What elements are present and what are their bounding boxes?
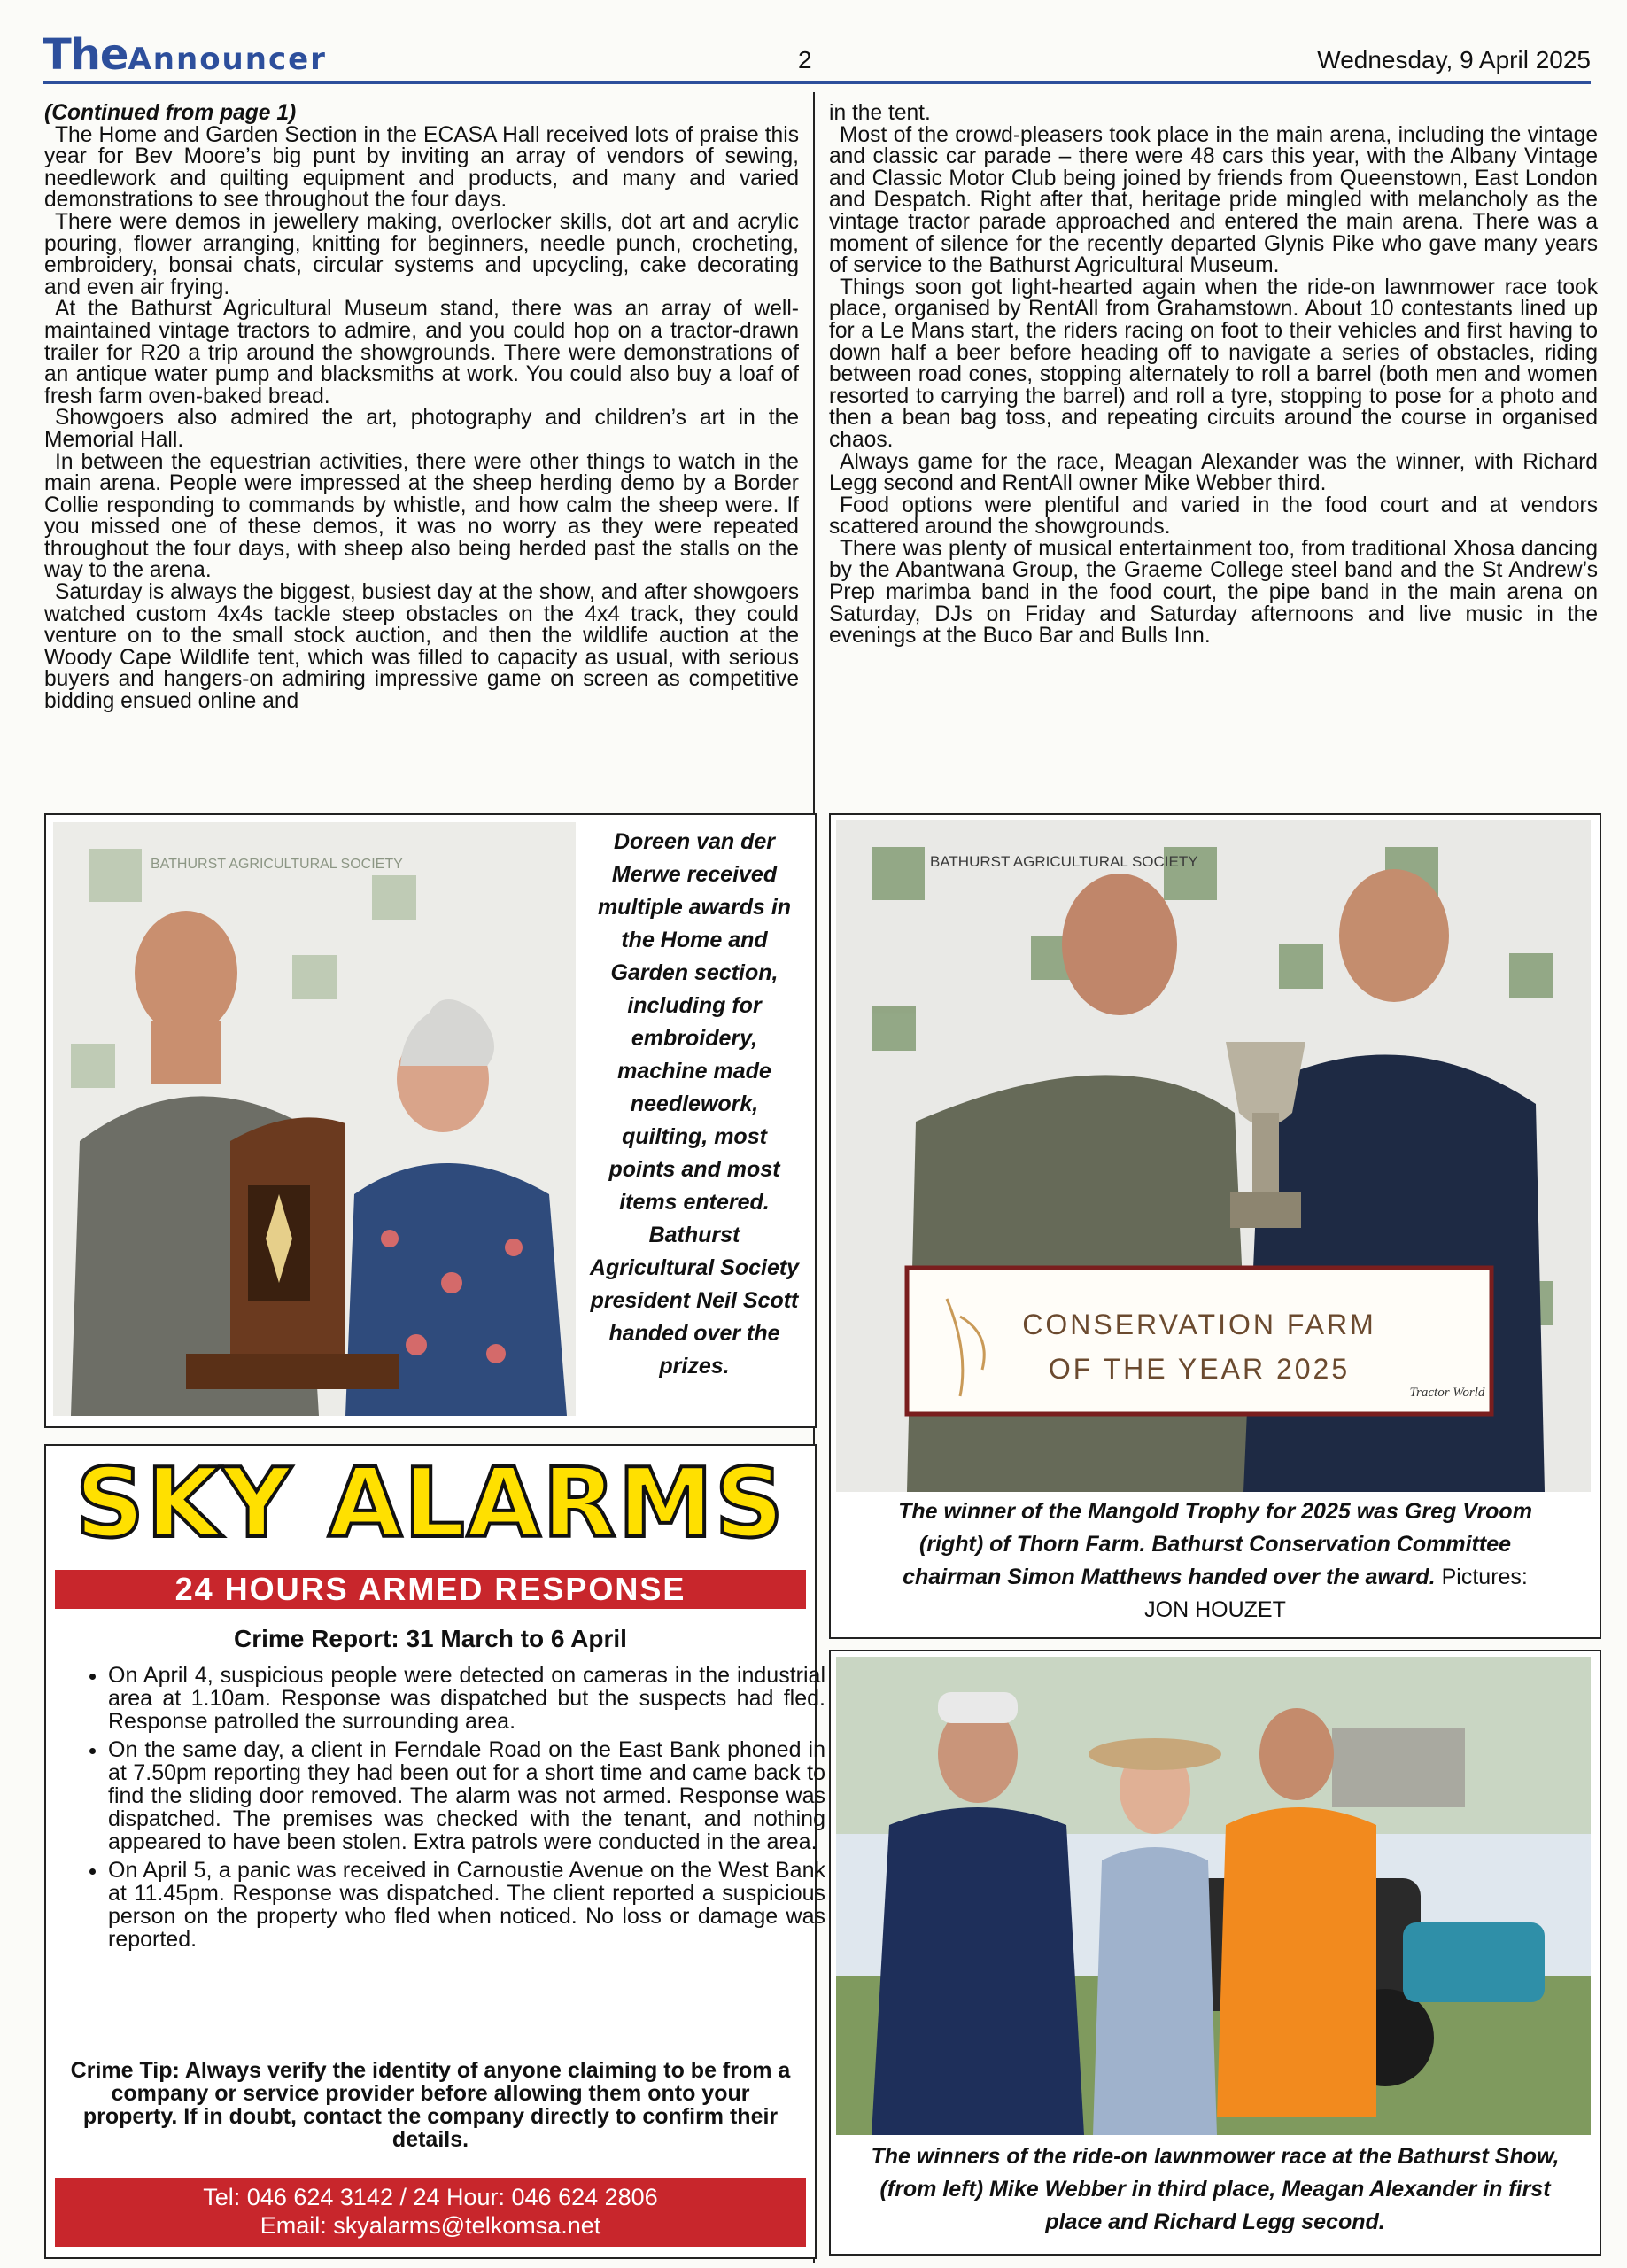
article-paragraph: Saturday is always the biggest, busiest day at the show, and after showgoers watched custom 4x4s tackle steep obstacles on the 4x4 track, they could venture on to the small stock auction, and then the wildlife auction at the Woody Cape Wildlife tent, which was filled to capacity as usual, with serious buyers and hangers-on admiring impressive game on screen as competitive bidding ensued online and bbox=[44, 580, 799, 714]
backdrop-text: BATHURST AGRICULTURAL SOCIETY bbox=[151, 857, 403, 872]
certificate-line1: CONSERVATION FARM bbox=[1022, 1309, 1376, 1340]
sky-alarms-advert bbox=[44, 1444, 825, 2259]
page-number: 2 bbox=[798, 46, 812, 74]
article-paragraph: Food options were plentiful and varied in the food court and at vendors scattered around the showgrounds. bbox=[829, 493, 1598, 540]
photo3-caption: The winners of the ride-on lawnmower race at the Bathurst Show, (from left) Mike Webber in third place, Meagan Alexander in first place and Richard Legg second. bbox=[871, 2144, 1560, 2234]
photo-award-home-garden bbox=[44, 813, 817, 1428]
newspaper-logo bbox=[43, 30, 327, 80]
photo-lawnmower-winners bbox=[829, 1650, 1601, 2256]
article-paragraph: There was plenty of musical entertainment too, from traditional Xhosa dancing by the Abantwana Group, the Graeme College steel band and the St Andrew’s Prep marimba band in the food court, the pipe band in the main arena on Saturday, DJs on Friday and Saturday afternoons and live music in the evenings at the Buco Bar and Bulls Inn. bbox=[829, 536, 1598, 649]
photo2-caption-text: The winner of the Mangold Trophy for 2025 was Greg Vroom (right) of Thorn Farm. Bathurst Conservation Committee chairman Simon Matthews handed over the award. bbox=[898, 1499, 1532, 1589]
article-paragraph: in the tent. bbox=[829, 101, 931, 125]
article-paragraph: The Home and Garden Section in the ECASA Hall received lots of praise this year for Bev Moore’s big punt by inviting an array of vendors of sewing, needlework and quilting equipment and products, and many and varied demonstrations to see throughout the four days. bbox=[44, 122, 799, 213]
crime-report-item: • On April 5, a panic was received in Carnoustie Avenue on the West Bank at 11.45pm. Response was dispatched. The client reported a suspicious person on the property who fled when noticed. No loss or damage was reported. bbox=[108, 1859, 825, 1951]
lawnmower-photo bbox=[836, 1657, 1591, 2135]
crime-tip: Crime Tip: Always verify the identity of anyone claiming to be from a company or service provider before allowing them onto your property. If in doubt, contact the company directly to confirm their details. bbox=[70, 2058, 791, 2152]
logo-announcer: Announcer bbox=[128, 42, 327, 77]
article-right-column bbox=[829, 103, 1598, 648]
photo2-caption bbox=[893, 1495, 1538, 1627]
ad-banner: 24 HOURS ARMED RESPONSE bbox=[55, 1570, 806, 1609]
masthead bbox=[43, 30, 1591, 83]
article-paragraph: Most of the crowd-pleasers took place in the main arena, including the vintage and classic car parade – there were 48 cars this year, with the Albany Vintage and Classic Motor Club being joined by friends from Queenstown, East London and Despatch. Right after that, heritage pride mingled with melancholy as the vintage tractor parade approached and entered the main arena. There was a moment of silence for the recently departed Glynis Pike who gave many years of service to the Bathurst Agricultural Museum. bbox=[829, 122, 1598, 278]
ad-telephone: Tel: 046 624 3142 / 24 Hour: 046 624 2806 bbox=[203, 2184, 658, 2210]
award-photo bbox=[53, 822, 576, 1416]
crime-report-item: • On April 4, suspicious people were detected on cameras in the industrial area at 1.10am. Response was dispatched but the suspects had fled. Response patrolled the surrounding area. bbox=[108, 1664, 825, 1733]
lawnmower-photo-illustration bbox=[836, 1657, 1591, 2135]
masthead-rule bbox=[43, 81, 1591, 84]
certificate-line2: OF THE YEAR 2025 bbox=[1048, 1353, 1351, 1385]
ad-title: SKY ALARMS bbox=[75, 1449, 786, 1559]
article-paragraph: There were demos in jewellery making, overlocker skills, dot art and acrylic pouring, flower arranging, knitting for beginners, needle punch, crocheting, embroidery, bonsai chats, circular systems and upcycling, cake decorating and even air frying. bbox=[44, 209, 799, 299]
backdrop-text: BATHURST AGRICULTURAL SOCIETY bbox=[930, 853, 1198, 870]
photo-credit: Pictures: JON HOUZET bbox=[1144, 1565, 1528, 1622]
article-left-column bbox=[44, 103, 799, 713]
ad-contact-footer bbox=[55, 2178, 806, 2247]
photo-mangold-trophy bbox=[829, 813, 1601, 1639]
article-paragraph: Always game for the race, Meagan Alexander was the winner, with Richard Legg second and RentAll owner Mike Webber third. bbox=[829, 449, 1598, 496]
photo1-caption: Doreen van der Merwe received multiple awards in the Home and Garden section, including for embroidery, machine made needlework, quilting, most points and most items entered. Bathurst Agricultural Society president Neil Scott handed over the prizes. bbox=[589, 829, 800, 1379]
logo-the: The bbox=[43, 30, 128, 80]
article-paragraph: At the Bathurst Agricultural Museum stand, there was an array of well-maintained vintage tractors to admire, and you could hop on a tractor-drawn trailer for R20 a trip around the showgrounds. There were demonstrations of an antique water pump and blacksmiths at work. You could also buy a loaf of fresh farm oven-baked bread. bbox=[44, 297, 799, 408]
crime-report-title: Crime Report: 31 March to 6 April bbox=[234, 1625, 627, 1652]
article-paragraph: Things soon got light-hearted again when the ride-on lawnmower race took place, organised by RentAll from Grahamstown. About 10 contestants lined up for a Le Mans start, the riders racing on foot to their vehicles and first having to down half a beer before heading off to navigate a series of obstacles, riding between road cones, stopping alternately to roll a barrel (both men and women resorted to carrying the barrel) and roll a tyre, stopping to pose for a photo and then a bean bag toss, and repeating circuits around the course in organised chaos. bbox=[829, 275, 1598, 452]
conservation-certificate bbox=[907, 1268, 1491, 1414]
trophy-photo-illustration bbox=[836, 820, 1591, 1492]
certificate-brand: Tractor World bbox=[1409, 1386, 1485, 1400]
article-paragraph: Showgoers also admired the art, photography and children’s art in the Memorial Hall. bbox=[44, 406, 799, 452]
ad-email: Email: skyalarms@telkomsa.net bbox=[260, 2212, 601, 2239]
award-photo-illustration bbox=[53, 822, 576, 1416]
crime-report-list bbox=[81, 1664, 825, 1956]
continued-label: (Continued from page 1) bbox=[44, 101, 297, 125]
article-paragraph: In between the equestrian activities, there were other things to watch in the main arena. People were impressed at the sheep herding demo by a Border Collie responding to commands by whistle, and how calm the sheep were. If you missed one of these demos, it was no worry as they were repeated throughout the four days, with sheep also being herded past the stalls on the way to the arena. bbox=[44, 449, 799, 583]
trophy-photo bbox=[836, 820, 1591, 1492]
issue-date: Wednesday, 9 April 2025 bbox=[1317, 46, 1591, 74]
crime-report-item: • On the same day, a client in Ferndale Road on the East Bank phoned in at 7.50pm reporting they had been out for a short time and came back to find the sliding door removed. The alarm was not armed. Response was dispatched. The premises was checked with the tenant, and nothing appeared to have been stolen. Extra patrols were conducted in the area. bbox=[108, 1738, 825, 1853]
